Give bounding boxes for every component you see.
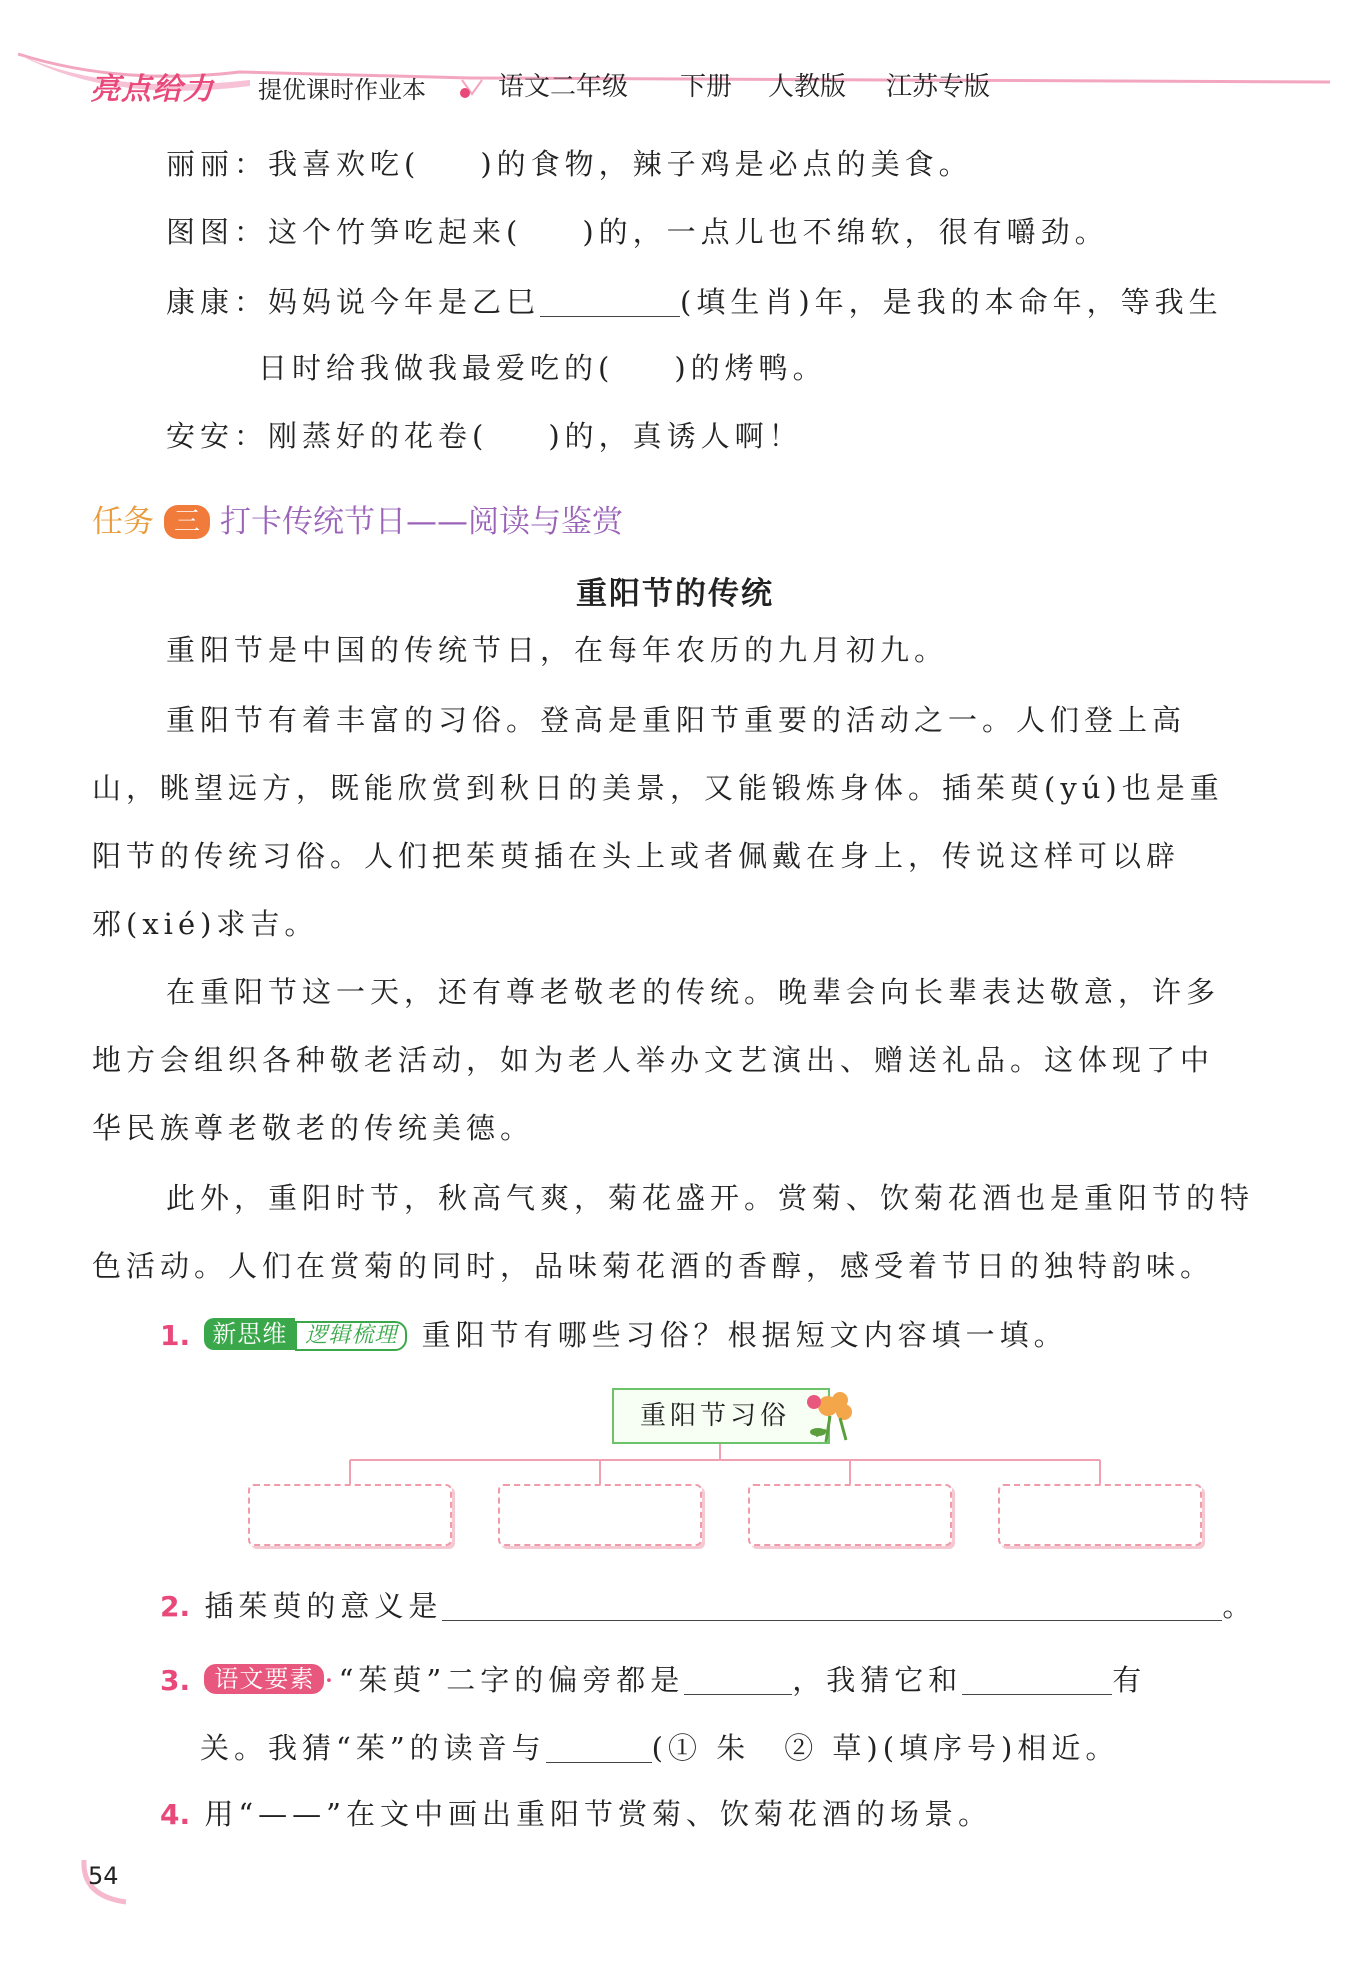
tag-language-element: 语文要素 xyxy=(204,1664,324,1694)
question-text: 用“——”在文中画出重阳节赏菊、饮菊花酒的场景。 xyxy=(204,1797,992,1831)
diagram-root: 重阳节习俗 xyxy=(612,1388,830,1444)
volume: 下册 xyxy=(680,72,733,102)
chrysanthemum-icon xyxy=(800,1382,870,1452)
answer-box-4[interactable] xyxy=(998,1484,1202,1546)
question-3-cont: 关。我猜“茱”的读音与 (① 朱 ② 草)(填序号)相近。 xyxy=(200,1731,1120,1765)
task-label: 任务 xyxy=(92,504,154,540)
paragraph-2-line-2: 山，眺望远方，既能欣赏到秋日的美景，又能锻炼身体。插茱萸(yú)也是重 xyxy=(92,771,1224,805)
brand-logo: 亮点给力 xyxy=(90,72,214,107)
paragraph-1: 重阳节是中国的传统节日，在每年农历的九月初九。 xyxy=(166,633,949,667)
question-2: 2. 插茱萸的意义是 。 xyxy=(160,1589,1257,1623)
paragraph-4-line-2: 色活动。人们在赏菊的同时，品味菊花酒的香醇，感受着节日的独特韵味。 xyxy=(92,1249,1215,1283)
question-number: 1. xyxy=(160,1319,191,1352)
task-number-badge: 三 xyxy=(164,505,210,539)
speaker-lili: 丽丽： xyxy=(166,147,269,181)
dialogue-kangkang-cont: 日时给我做我最爱吃的( )的烤鸭。 xyxy=(258,351,827,385)
dialogue-anan: 安安：刚蒸好的花卷( )的，真诱人啊！ xyxy=(166,419,803,453)
question-4 xyxy=(160,1797,992,1831)
header-dot xyxy=(460,88,470,98)
answer-blank[interactable] xyxy=(684,1664,792,1695)
diagram-connectors xyxy=(340,1444,1120,1488)
edition: 人教版 xyxy=(768,72,847,102)
answer-box-3[interactable] xyxy=(748,1484,952,1546)
series-name: 提优课时作业本 xyxy=(258,76,426,104)
question-number: 4. xyxy=(160,1798,191,1831)
answer-blank[interactable] xyxy=(546,1732,652,1763)
paragraph-2-line-3: 阳节的传统习俗。人们把茱萸插在头上或者佩戴在身上，传说这样可以辟 xyxy=(92,839,1181,873)
paragraph-2-line-4: 邪(xié)求吉。 xyxy=(92,907,319,941)
paragraph-4-line-1: 此外，重阳时节，秋高气爽，菊花盛开。赏菊、饮菊花酒也是重阳节的特 xyxy=(166,1181,1255,1215)
question-3: 3. 语文要素 ·“茱萸”二字的偏旁都是 ，我猜它和 有 xyxy=(160,1663,1147,1697)
dialogue-kangkang: 康康：妈妈说今年是乙巳 (填生肖)年，是我的本命年，等我生 xyxy=(166,285,1223,319)
paragraph-3-line-2: 地方会组织各种敬老活动，如为老人举办文艺演出、赠送礼品。这体现了中 xyxy=(92,1043,1215,1077)
question-text: 重阳节有哪些习俗？根据短文内容填一填。 xyxy=(421,1318,1068,1352)
article-title: 重阳节的传统 xyxy=(576,576,774,612)
question-1 xyxy=(160,1318,1068,1351)
question-number: 3. xyxy=(160,1664,191,1697)
answer-blank[interactable] xyxy=(540,286,680,317)
paragraph-3-line-3: 华民族尊老敬老的传统美德。 xyxy=(92,1111,535,1145)
answer-line[interactable] xyxy=(442,1590,1222,1621)
paragraph-3-line-1: 在重阳节这一天，还有尊老敬老的传统。晚辈会向长辈表达敬意，许多 xyxy=(166,975,1221,1009)
page-number: 54 xyxy=(88,1862,119,1890)
region: 江苏专版 xyxy=(886,72,991,102)
question-number: 2. xyxy=(160,1590,191,1623)
tag-logic: 逻辑梳理 xyxy=(295,1321,407,1351)
task-heading xyxy=(92,496,623,541)
task-title: 打卡传统节日——阅读与鉴赏 xyxy=(220,504,623,540)
speaker-kangkang: 康康： xyxy=(166,285,269,319)
subject: 语文二年级 xyxy=(498,72,629,102)
speaker-anan: 安安： xyxy=(166,419,269,453)
dialogue-lili: 丽丽：我喜欢吃( )的食物，辣子鸡是必点的美食。 xyxy=(166,147,973,181)
answer-box-1[interactable] xyxy=(248,1484,452,1546)
question-text: 插茱萸的意义是 xyxy=(204,1589,443,1623)
paragraph-2-line-1: 重阳节有着丰富的习俗。登高是重阳节重要的活动之一。人们登上高 xyxy=(166,703,1187,737)
answer-box-2[interactable] xyxy=(498,1484,702,1546)
answer-blank[interactable] xyxy=(962,1664,1112,1695)
speaker-tutu: 图图： xyxy=(166,215,269,249)
tag-new-thinking: 新思维 xyxy=(204,1318,295,1350)
dialogue-tutu: 图图：这个竹笋吃起来( )的，一点儿也不绵软，很有嚼劲。 xyxy=(166,215,1109,249)
